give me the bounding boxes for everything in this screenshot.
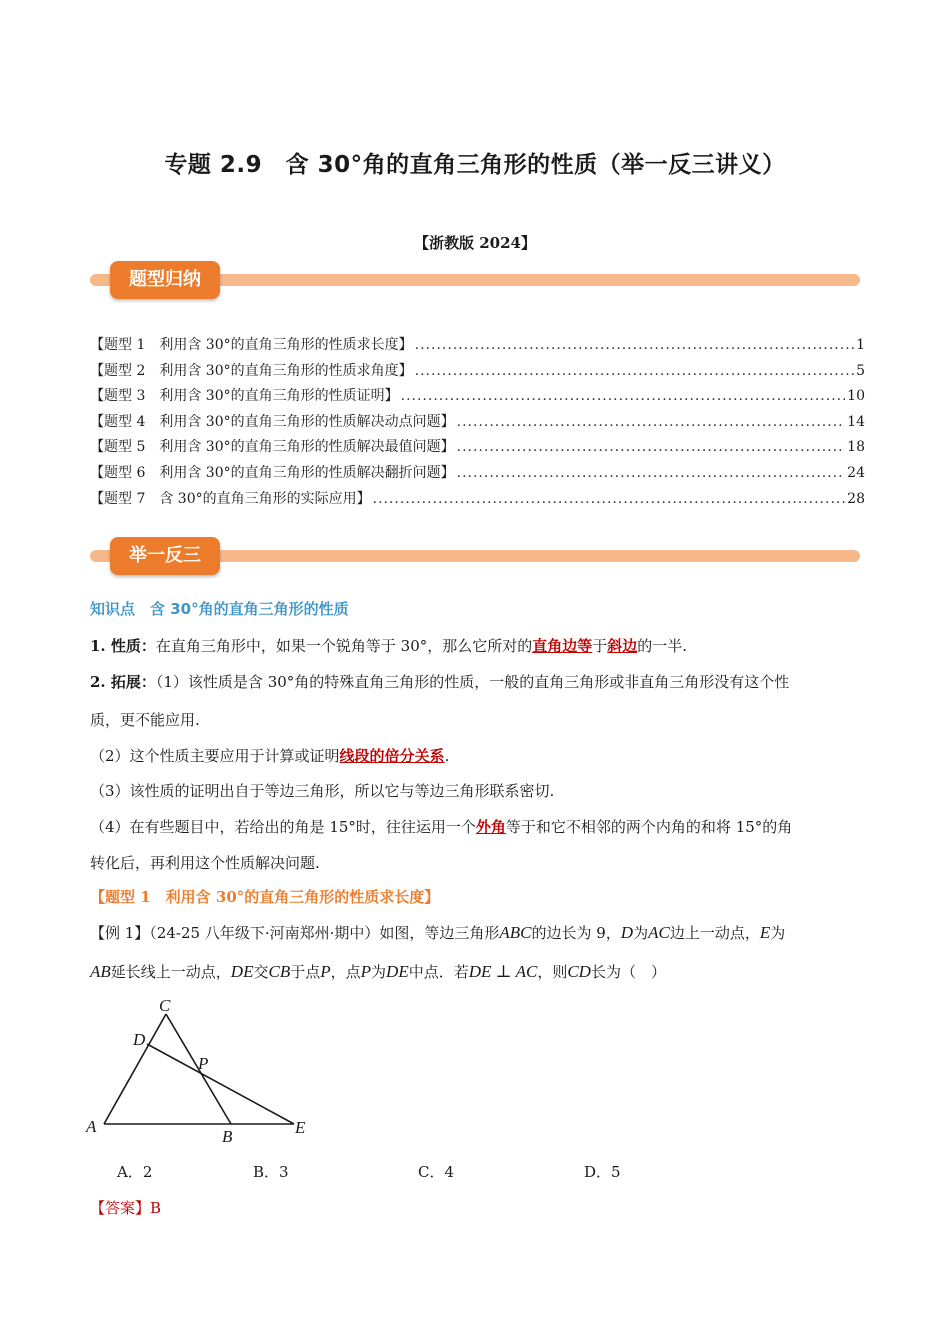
math-p: P bbox=[360, 962, 372, 981]
toc-leader bbox=[401, 384, 846, 410]
table-of-contents bbox=[90, 333, 865, 512]
toc-page-number: 1 bbox=[856, 337, 865, 353]
toc-item[interactable] bbox=[90, 384, 865, 410]
extension-item-3: （3）该性质的证明出自于等边三角形，所以它与等边三角形联系密切. bbox=[90, 782, 555, 800]
answer-label: 【答案】B bbox=[90, 1199, 162, 1217]
toc-leader bbox=[457, 461, 846, 487]
label-a: A bbox=[86, 1117, 97, 1136]
option-c[interactable]: C．4 bbox=[418, 1163, 455, 1181]
math-perpendicular: DE ⊥ AC bbox=[468, 962, 538, 981]
toc-page-number: 28 bbox=[847, 490, 865, 507]
extension-text: （2）这个性质主要应用于计算或证明 bbox=[90, 747, 340, 765]
example-text: 为 bbox=[371, 963, 387, 981]
toc-page-number: 24 bbox=[847, 464, 865, 481]
extension-item-4 bbox=[90, 816, 865, 837]
math-e: E bbox=[759, 923, 771, 942]
math-d: D bbox=[620, 923, 634, 942]
triangle-figure bbox=[80, 992, 320, 1152]
toc-leader bbox=[373, 487, 846, 513]
toc-item[interactable] bbox=[90, 487, 865, 513]
example-text: 为 bbox=[633, 924, 649, 942]
example-text: 延长线上一动点， bbox=[110, 963, 231, 981]
math-ac: AC bbox=[648, 923, 670, 942]
example-text: 为 bbox=[770, 924, 786, 942]
property-paragraph bbox=[90, 635, 865, 656]
example-line-2 bbox=[90, 961, 865, 982]
highlight-term: 斜边 bbox=[607, 637, 638, 655]
extension-text: （1）该性质是含 30°角的特殊直角三角形的性质，一般的直角三角形或非直角三角形没有这个性 bbox=[155, 673, 790, 691]
edition-label: 【浙教版 2024】 bbox=[414, 234, 536, 252]
example-text: 交 bbox=[253, 963, 269, 981]
example-text: 【例 1】（24-25 八年级下·河南郑州·期中）如图，等边三角形 bbox=[90, 924, 500, 942]
banner-examples: 举一反三 bbox=[110, 537, 220, 575]
toc-item-text: 【题型 1 利用含 30°的直角三角形的性质求长度】 bbox=[90, 337, 413, 353]
property-text: 于 bbox=[592, 637, 608, 655]
toc-item-text: 【题型 5 利用含 30°的直角三角形的性质解决最值问题】 bbox=[90, 439, 455, 456]
property-text: 的一半. bbox=[637, 637, 688, 655]
option-a[interactable]: A．2 bbox=[117, 1163, 153, 1181]
extension-paragraph bbox=[90, 671, 865, 692]
toc-page-number: 18 bbox=[847, 439, 865, 456]
extension-text: 等于和它不相邻的两个内角的和将 15°的角 bbox=[505, 818, 793, 836]
toc-item[interactable] bbox=[90, 461, 865, 487]
knowledge-point-title: 知识点 含 30°角的直角三角形的性质 bbox=[90, 600, 349, 618]
math-ab: AB bbox=[90, 962, 111, 981]
label-c: C bbox=[159, 996, 171, 1015]
toc-page-number: 10 bbox=[847, 388, 865, 405]
extension-text: . bbox=[444, 747, 450, 765]
toc-item-text: 【题型 3 利用含 30°的直角三角形的性质证明】 bbox=[90, 388, 399, 405]
toc-item-text: 【题型 6 利用含 30°的直角三角形的性质解决翻折问题】 bbox=[90, 464, 455, 481]
label-p: P bbox=[198, 1054, 209, 1073]
extension-continuation: 质，更不能应用. bbox=[90, 711, 200, 729]
extension-item-2 bbox=[90, 745, 865, 766]
toc-leader bbox=[457, 435, 846, 461]
toc-page-number: 5 bbox=[856, 362, 865, 379]
math-cd: CD bbox=[567, 962, 591, 981]
type-1-heading: 【题型 1 利用含 30°的直角三角形的性质求长度】 bbox=[90, 888, 440, 906]
toc-item[interactable] bbox=[90, 359, 865, 385]
extension-label: 2. 拓展： bbox=[90, 673, 156, 691]
page-title: 专题 2.9 含 30°角的直角三角形的性质（举一反三讲义） bbox=[164, 152, 786, 178]
example-text: ，点 bbox=[330, 963, 361, 981]
toc-item[interactable] bbox=[90, 435, 865, 461]
highlight-term: 线段的倍分关系 bbox=[339, 747, 445, 765]
banner-question-types: 题型归纳 bbox=[110, 261, 220, 299]
math-cb: CB bbox=[268, 962, 291, 981]
math-de: DE bbox=[230, 962, 254, 981]
extension-text: （4）在有些题目中，若给出的角是 15°时，往往运用一个 bbox=[90, 818, 476, 836]
example-text: 长为（ ） bbox=[590, 963, 666, 981]
label-d: D bbox=[133, 1030, 146, 1049]
math-p: P bbox=[320, 962, 331, 981]
option-b[interactable]: B．3 bbox=[253, 1163, 289, 1181]
extension-continuation: 转化后，再利用这个性质解决问题. bbox=[90, 854, 320, 872]
example-text: 中点．若 bbox=[408, 963, 469, 981]
example-text: 边上一动点， bbox=[669, 924, 760, 942]
toc-leader bbox=[415, 359, 854, 385]
toc-item-text: 【题型 7 含 30°的直角三角形的实际应用】 bbox=[90, 490, 371, 507]
property-label: 1. 性质： bbox=[90, 637, 156, 655]
example-text: ，则 bbox=[537, 963, 568, 981]
math-de: DE bbox=[386, 962, 409, 981]
toc-item[interactable] bbox=[90, 333, 865, 359]
toc-item-text: 【题型 2 利用含 30°的直角三角形的性质求角度】 bbox=[90, 362, 413, 379]
toc-leader bbox=[457, 410, 846, 436]
example-text: 于点 bbox=[290, 963, 321, 981]
toc-page-number: 14 bbox=[847, 413, 865, 430]
label-b: B bbox=[222, 1127, 233, 1146]
label-e: E bbox=[295, 1118, 306, 1137]
option-d[interactable]: D．5 bbox=[584, 1163, 621, 1181]
highlight-term: 直角边等 bbox=[532, 637, 593, 655]
highlight-term: 外角 bbox=[475, 818, 506, 836]
toc-item-text: 【题型 4 利用含 30°的直角三角形的性质解决动点问题】 bbox=[90, 413, 455, 430]
segment-de bbox=[147, 1044, 294, 1124]
property-text: 在直角三角形中，如果一个锐角等于 30°，那么它所对的 bbox=[155, 637, 533, 655]
toc-leader bbox=[415, 333, 854, 359]
example-line-1 bbox=[90, 922, 865, 943]
math-abc: ABC bbox=[499, 923, 532, 942]
toc-item[interactable] bbox=[90, 410, 865, 436]
example-text: 的边长为 9， bbox=[531, 924, 621, 942]
